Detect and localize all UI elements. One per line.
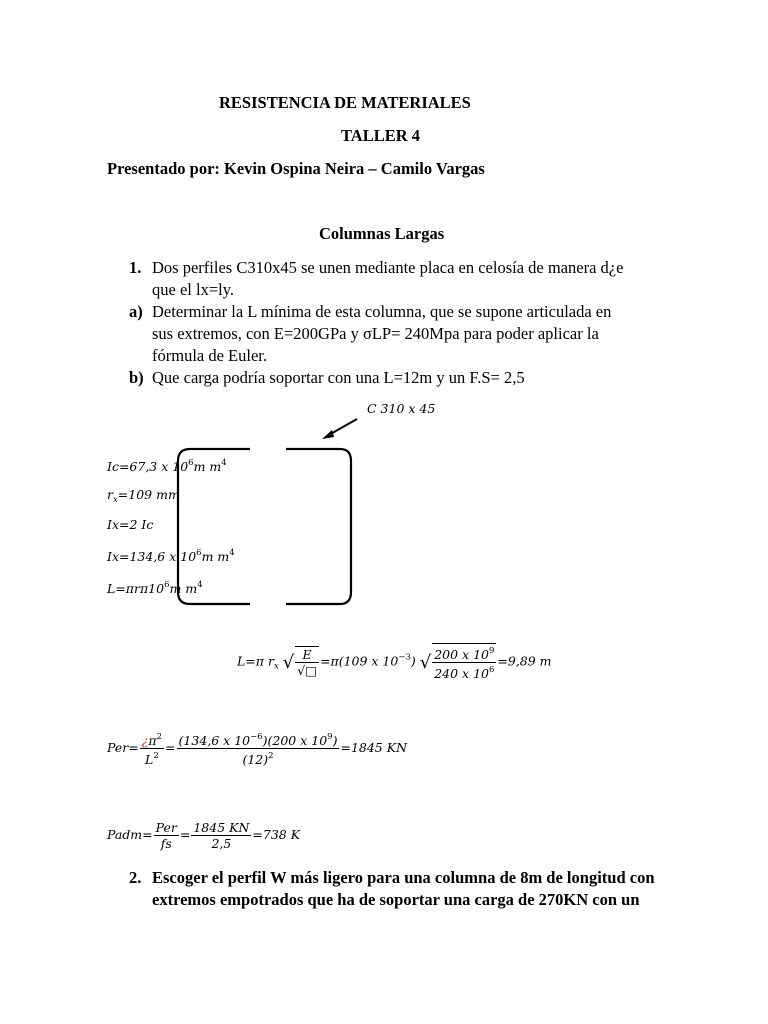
- problem-1a-line-1: Determinar la L mínima de esta columna, que se supone articulada en: [152, 302, 612, 321]
- given-ix: Ix=2 Ic: [107, 517, 154, 532]
- document-subtitle: TALLER 4: [341, 126, 421, 145]
- sqrt-symbol-2: √: [419, 651, 432, 673]
- problem-1b-line-1: Que carga podría soportar con una L=12m y un F.S= 2,5: [152, 368, 525, 387]
- equation-critical-load: Per= $\frac{¿\pi^2}{L^2}$ = $\frac{(134,6 x 10^{-6})(200 x 10^9)}{(12)^2}$ =1845 KN: [107, 732, 408, 767]
- problem-1a-line-3: fórmula de Euler.: [152, 346, 268, 365]
- document-title: RESISTENCIA DE MATERIALES: [219, 93, 471, 112]
- arrow-head: [322, 430, 334, 439]
- problem-2-number: 2.: [129, 868, 142, 887]
- problem-1a-label: a): [129, 302, 143, 321]
- authors-line: Presentado por: Kevin Ospina Neira – Camilo Vargas: [107, 159, 485, 178]
- section-title: Columnas Largas: [319, 224, 445, 243]
- diagram-label: C 310 x 45: [367, 401, 436, 416]
- given-ix-value: Ix=134,6 x $10^6m$ $m^4$: [107, 548, 235, 564]
- problem-1a-line-2: sus extremos, con E=200GPa y σLP= 240Mpa para poder aplicar la: [152, 324, 599, 343]
- equation-allowable-load: Padm= $\frac{\text{Per}}{fs}$ = $\frac{1845 KN}{2,5}$ =738 K: [107, 820, 301, 851]
- problem-2-line-1: Escoger el perfil W más ligero para una columna de 8m de longitud con: [152, 868, 655, 887]
- sqrt-symbol: √: [282, 651, 295, 673]
- right-channel-shape: [286, 449, 351, 604]
- given-ic: Ic=67,3 x $10^6m$ $m^4$: [107, 458, 227, 474]
- problem-1-line-2: que el lx=ly.: [152, 280, 235, 299]
- problem-1-number: 1.: [129, 258, 142, 277]
- problem-1b-label: b): [129, 368, 144, 387]
- given-L: $L=\pi r\pi 10^6m$ $m^4$: [107, 580, 203, 596]
- equation-length: L=π $r_x$ √ $\frac{E}{√□}$ =π(109 x $10^{-3}$) √ $\frac{200 x 10^9}{240 x 10^6}$ =9,89 m: [237, 643, 552, 681]
- problem-2-line-2: extremos empotrados que ha de soportar una carga de 270KN con un: [152, 890, 640, 909]
- problem-1-line-1: Dos perfiles C310x45 se unen mediante placa en celosía de manera d¿e: [152, 258, 624, 277]
- given-rx: $r_x=109$ mm: [107, 487, 180, 505]
